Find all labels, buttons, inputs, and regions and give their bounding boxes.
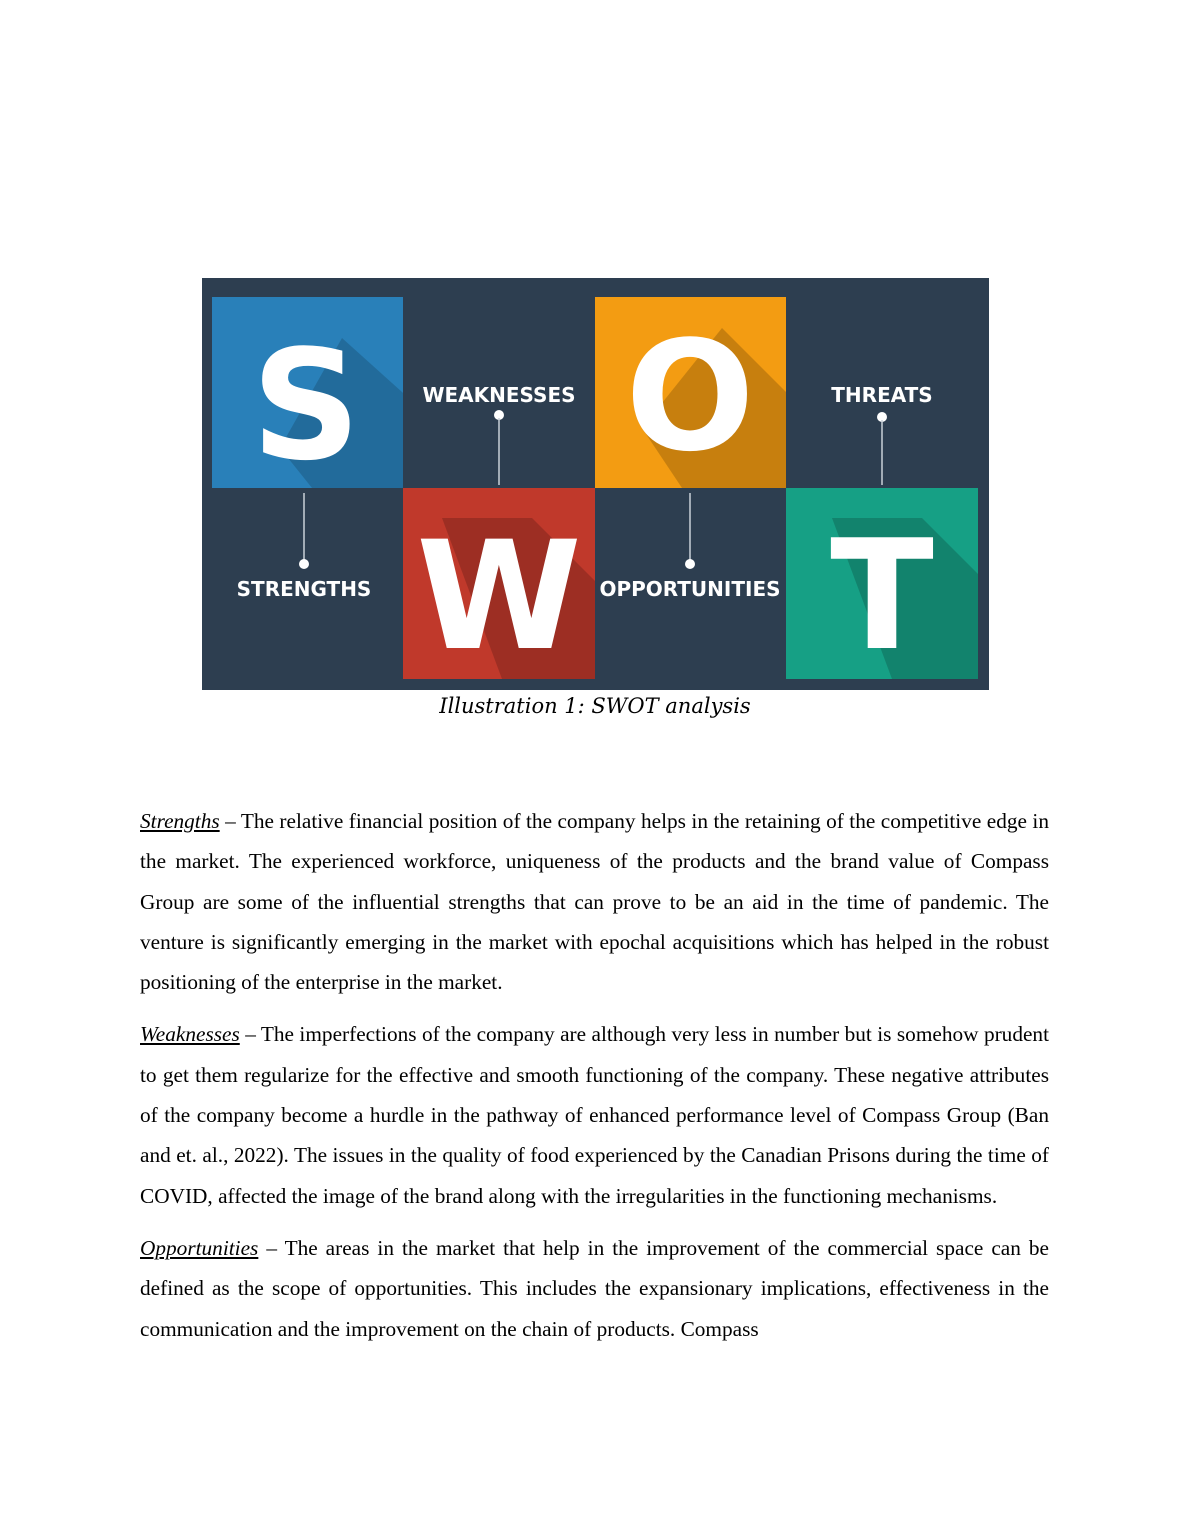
- weaknesses-term: Weaknesses: [140, 1022, 240, 1047]
- opportunities-term: Opportunities: [140, 1235, 259, 1260]
- strengths-text: – The relative financial position of the company helps in the retaining of the competitive edge in the market. The experienced workforce, uniqueness of the products and the brand value of Compass Group are some of the influential strengths that can prove to be an aid in the time of pandemic. The venture is significantly emerging in the market with epochal acquisitions which has helped in the robust positioning of the enterprise in the market.: [140, 809, 1049, 995]
- t-tile: [786, 488, 989, 684]
- w-letter: W: [416, 510, 582, 684]
- figure-caption: Illustration 1: SWOT analysis: [439, 694, 751, 718]
- opportunities-paragraph: [140, 1228, 1049, 1349]
- opportunities-text: – The areas in the market that help in the improvement of the commercial space can be defined as the scope of opportunities. This includes the expansionary implications, effectiveness in the communication and the improvement on the chain of products. Compass: [140, 1235, 1049, 1341]
- weaknesses-paragraph: [140, 1014, 1049, 1215]
- weaknesses-text: – The imperfections of the company are although very less in number but is somehow prudent to get them regularize for the effective and smooth functioning of the company. These negative attributes of the company become a hurdle in the pathway of enhanced performance level of Compass Group (Ban and et. al., 2022). The issues in the quality of food experienced by the Canadian Prisons during the time of COVID, affected the image of the brand along with the irregularities in the functioning mechanisms.: [140, 1022, 1049, 1208]
- t-letter: T: [830, 507, 934, 684]
- weaknesses-label: WEAKNESSES: [422, 383, 576, 407]
- o-letter: O: [625, 308, 755, 485]
- swot-figure: [202, 278, 989, 690]
- s-letter: S: [251, 317, 361, 494]
- threats-label: THREATS: [831, 383, 933, 407]
- opportunities-label: OPPORTUNITIES: [599, 577, 781, 601]
- strengths-term: Strengths: [140, 809, 220, 833]
- strengths-paragraph: [140, 801, 1049, 1002]
- document-body: [140, 801, 1049, 1361]
- swot-graphic: [202, 278, 989, 690]
- strengths-label: STRENGTHS: [236, 577, 372, 601]
